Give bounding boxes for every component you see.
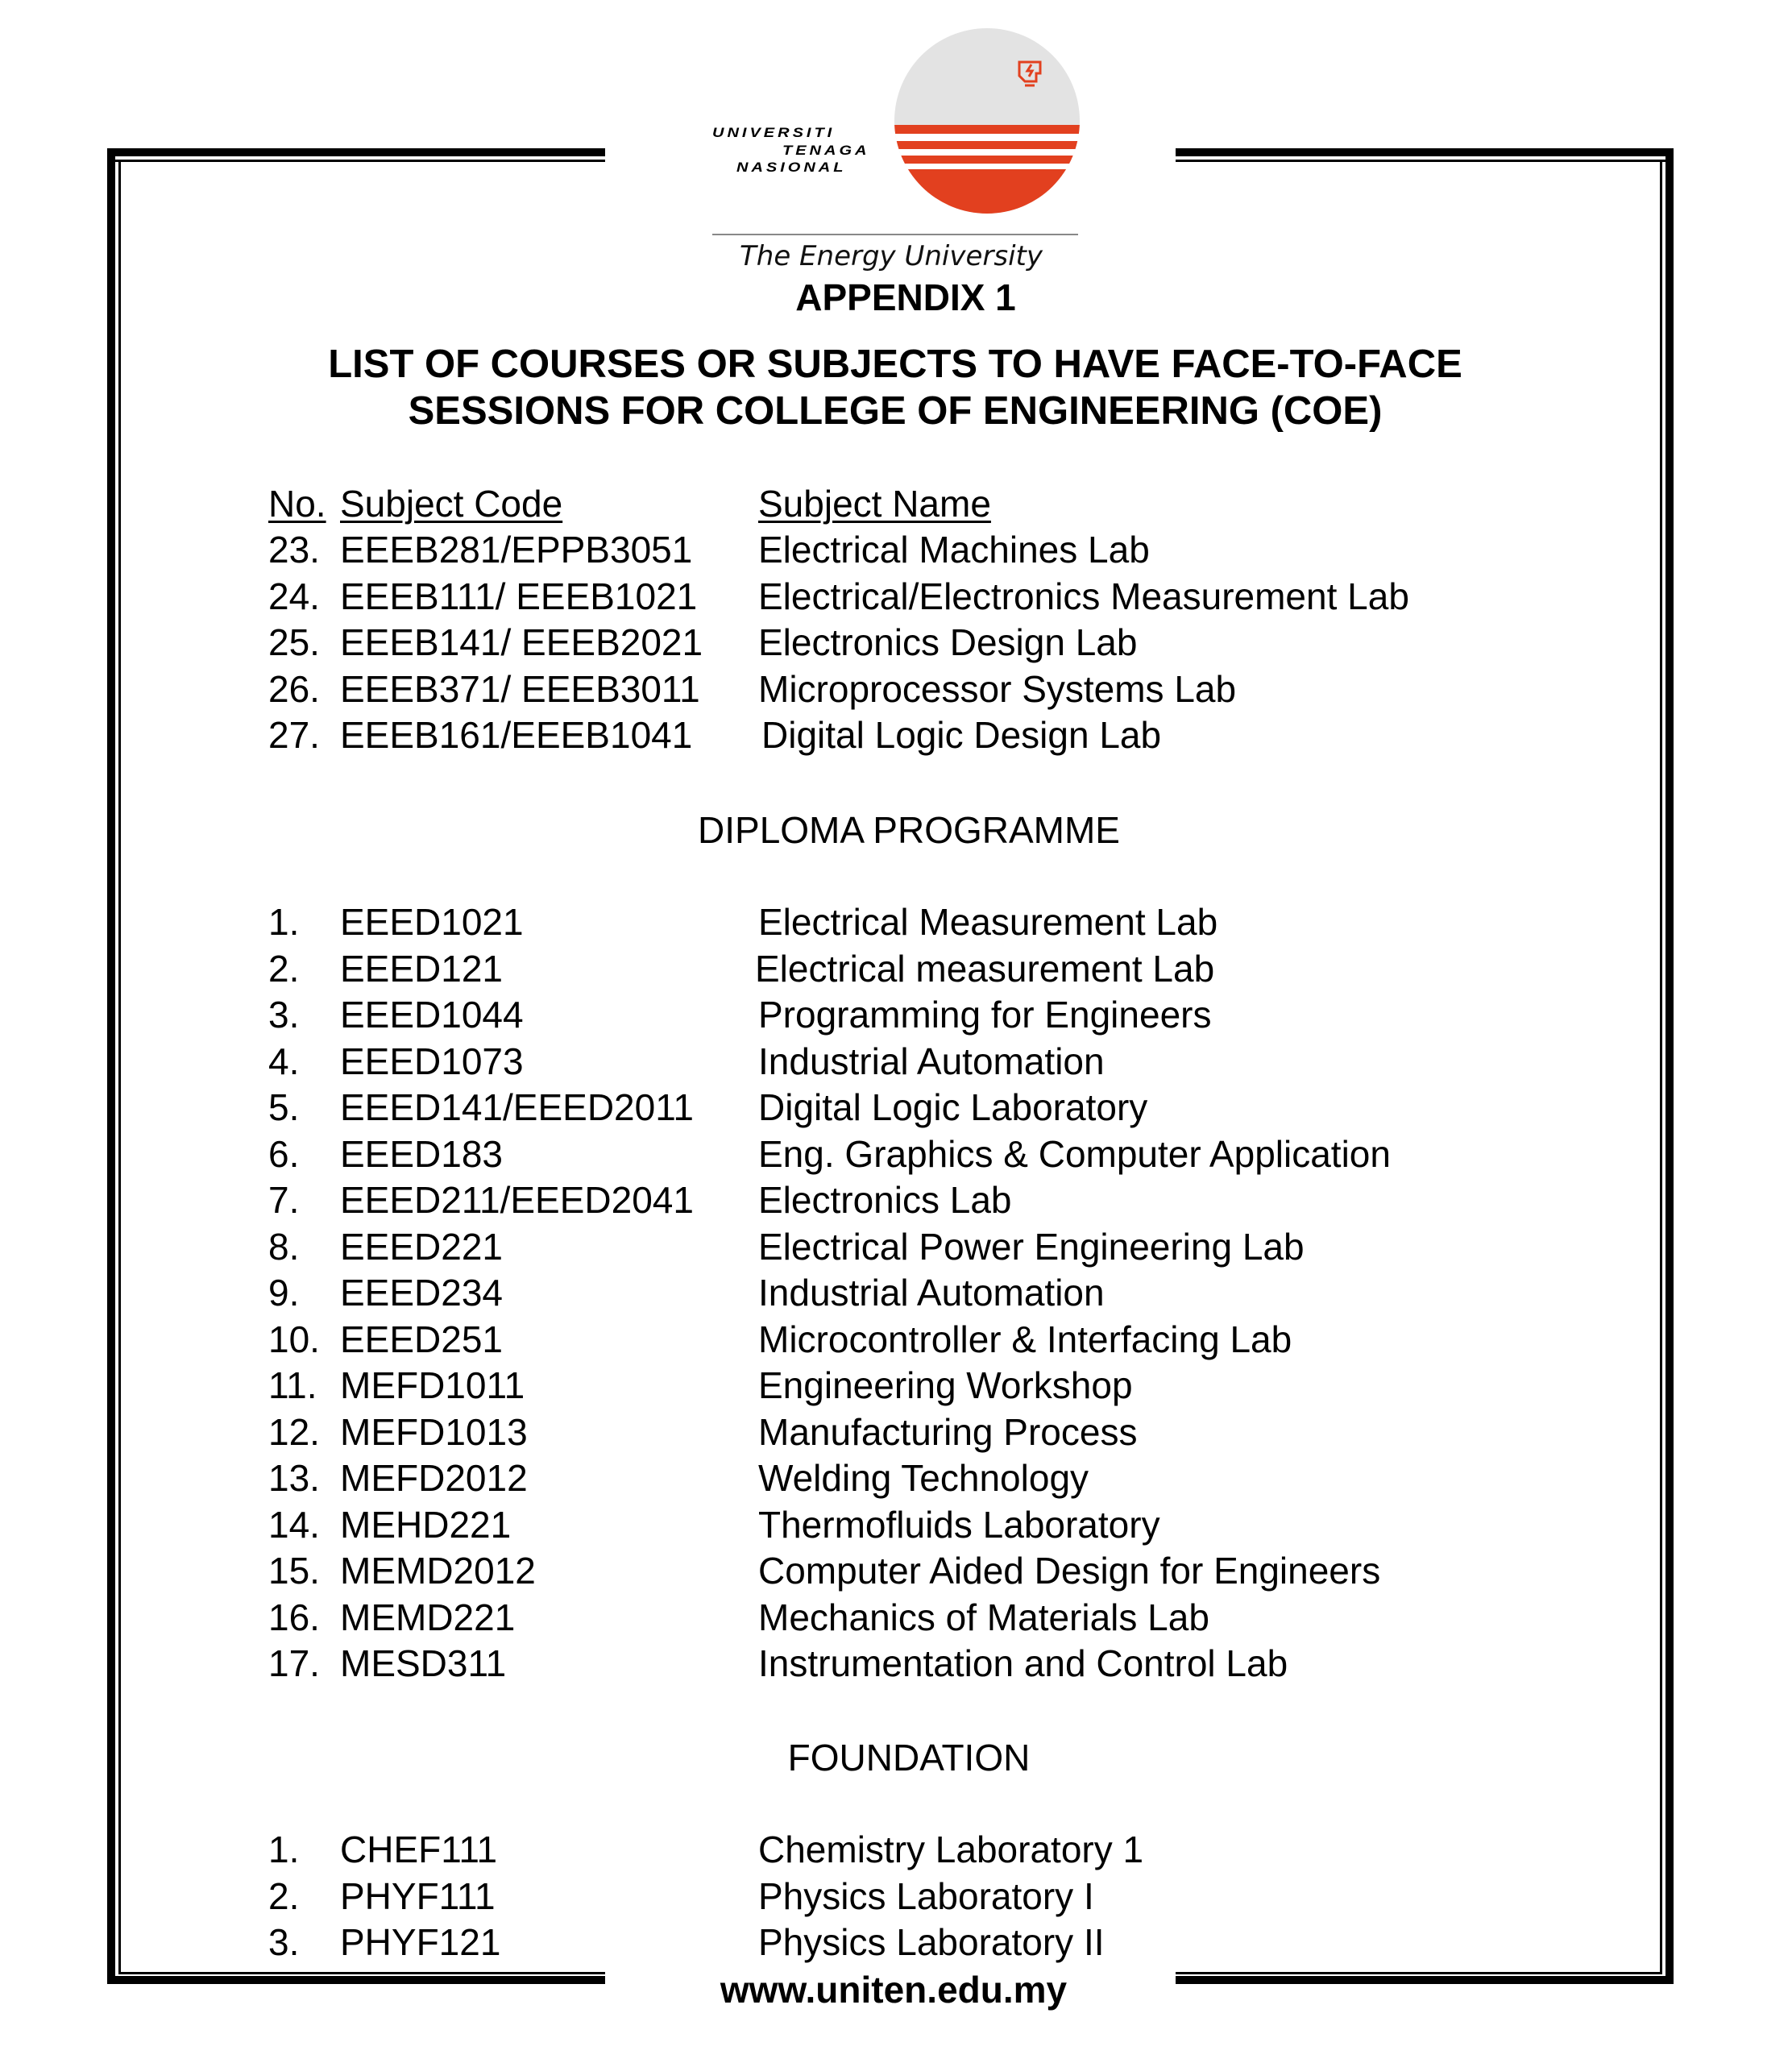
logo-tagline: The Energy University (740, 240, 1043, 272)
row-number: 2. (268, 1874, 300, 1917)
subject-name: Electrical measurement Lab (755, 947, 1215, 990)
subject-name: Electrical/Electronics Measurement Lab (758, 575, 1409, 617)
logo-stripe-1 (893, 125, 1081, 134)
title-line-2-text: SESSIONS FOR COLLEGE OF ENGINEERING (COE) (408, 389, 1383, 433)
header-subject-code: Subject Code (340, 483, 563, 525)
subject-name: Instrumentation and Control Lab (758, 1642, 1288, 1684)
subject-code: MEMD221 (340, 1596, 516, 1638)
row-number: 6. (268, 1132, 300, 1175)
logo-text-tenaga: TENAGA (782, 143, 870, 159)
subject-name: Programming for Engineers (758, 994, 1212, 1036)
subject-code: EEEB161/EEEB1041 (340, 714, 693, 756)
subject-name: Engineering Workshop (758, 1364, 1133, 1406)
row-number: 25. (268, 621, 320, 663)
row-number: 9. (268, 1272, 300, 1314)
row-number: 27. (268, 714, 320, 756)
row-number: 24. (268, 575, 320, 617)
subject-code: EEED1021 (340, 901, 524, 943)
subject-name: Microcontroller & Interfacing Lab (758, 1318, 1292, 1360)
subject-code: EEED211/EEED2041 (340, 1179, 694, 1221)
subject-code: EEEB111/ EEEB1021 (340, 575, 698, 617)
row-number: 2. (268, 947, 300, 990)
subject-name: Industrial Automation (758, 1040, 1105, 1082)
foundation-heading-text: FOUNDATION (787, 1737, 1031, 1779)
logo-circle-bottom (893, 169, 1081, 215)
row-number: 11. (268, 1364, 317, 1406)
subject-code: MEFD2012 (340, 1457, 528, 1499)
row-number: 1. (268, 901, 300, 943)
website-link[interactable]: www.uniten.edu.my (720, 1969, 1068, 2011)
logo-text-universiti: UNIVERSITI (712, 126, 836, 141)
subject-code: EEED221 (340, 1225, 504, 1268)
subject-name: Microprocessor Systems Lab (758, 667, 1237, 710)
diploma-heading (0, 808, 1792, 852)
subject-name: Digital Logic Laboratory (758, 1086, 1148, 1128)
subject-name: Thermofluids Laboratory (758, 1503, 1160, 1546)
row-number: 14. (268, 1503, 320, 1546)
row-number: 10. (268, 1318, 320, 1360)
document-title-line-1 (0, 342, 1792, 387)
diploma-heading-text: DIPLOMA PROGRAMME (698, 809, 1120, 851)
row-number: 1. (268, 1828, 300, 1870)
logo-stripe-3 (893, 156, 1081, 164)
foundation-heading (0, 1736, 1792, 1779)
subject-code: EEED1044 (340, 994, 524, 1036)
logo-divider (712, 234, 1078, 235)
subject-code: EEEB281/EPPB3051 (340, 529, 693, 571)
subject-code: MEFD1011 (340, 1364, 525, 1406)
subject-code: EEED1073 (340, 1040, 524, 1082)
row-number: 5. (268, 1086, 300, 1128)
appendix-text: APPENDIX 1 (795, 276, 1016, 318)
subject-code: CHEF111 (340, 1828, 498, 1870)
subject-code: EEED121 (340, 947, 504, 990)
subject-name: Electronics Design Lab (758, 621, 1138, 663)
row-number: 15. (268, 1550, 320, 1592)
row-number: 4. (268, 1040, 300, 1082)
subject-code: EEED234 (340, 1272, 504, 1314)
header-subject-name: Subject Name (758, 483, 991, 525)
subject-name: Digital Logic Design Lab (761, 714, 1162, 756)
subject-name: Electrical Machines Lab (758, 529, 1150, 571)
logo-emblem (893, 27, 1081, 215)
row-number: 7. (268, 1179, 300, 1221)
appendix-label (0, 276, 1792, 319)
row-number: 17. (268, 1642, 320, 1684)
subject-name: Chemistry Laboratory 1 (758, 1828, 1144, 1870)
subject-name: Mechanics of Materials Lab (758, 1596, 1209, 1638)
subject-code: EEEB141/ EEEB2021 (340, 621, 703, 663)
title-line-1-text: LIST OF COURSES OR SUBJECTS TO HAVE FACE-TO-FACE (328, 342, 1462, 386)
subject-name: Computer Aided Design for Engineers (758, 1550, 1381, 1592)
frame-top-left-inner (114, 160, 605, 162)
row-number: 23. (268, 529, 320, 571)
subject-code: PHYF121 (340, 1921, 501, 1963)
footer-website (0, 1968, 1792, 2011)
subject-code: EEEB371/ EEEB3011 (340, 667, 700, 710)
subject-code: EEED141/EEED2011 (340, 1086, 694, 1128)
document-title-line-2 (0, 388, 1792, 434)
logo-text-nasional: NASIONAL (736, 160, 847, 176)
subject-name: Electronics Lab (758, 1179, 1012, 1221)
subject-name: Physics Laboratory I (758, 1874, 1094, 1917)
subject-code: EEED183 (340, 1132, 504, 1175)
row-number: 12. (268, 1410, 320, 1453)
logo-stripe-2 (893, 141, 1081, 149)
subject-code: MEMD2012 (340, 1550, 536, 1592)
subject-code: MEHD221 (340, 1503, 512, 1546)
subject-code: MEFD1013 (340, 1410, 528, 1453)
row-number: 3. (268, 1921, 300, 1963)
subject-name: Industrial Automation (758, 1272, 1105, 1314)
subject-name: Eng. Graphics & Computer Application (758, 1132, 1391, 1175)
frame-top-right (1176, 148, 1674, 156)
subject-code: PHYF111 (340, 1874, 496, 1917)
subject-name: Electrical Power Engineering Lab (758, 1225, 1305, 1268)
subject-name: Manufacturing Process (758, 1410, 1138, 1453)
frame-top-right-inner (1176, 160, 1667, 162)
frame-top-left (107, 148, 605, 156)
row-number: 13. (268, 1457, 320, 1499)
subject-code: MESD311 (340, 1642, 507, 1684)
row-number: 26. (268, 667, 320, 710)
subject-name: Welding Technology (758, 1457, 1089, 1499)
subject-name: Physics Laboratory II (758, 1921, 1105, 1963)
subject-name: Electrical Measurement Lab (758, 901, 1218, 943)
row-number: 3. (268, 994, 300, 1036)
header-no: No. (268, 483, 326, 525)
subject-code: EEED251 (340, 1318, 504, 1360)
row-number: 16. (268, 1596, 320, 1638)
row-number: 8. (268, 1225, 300, 1268)
